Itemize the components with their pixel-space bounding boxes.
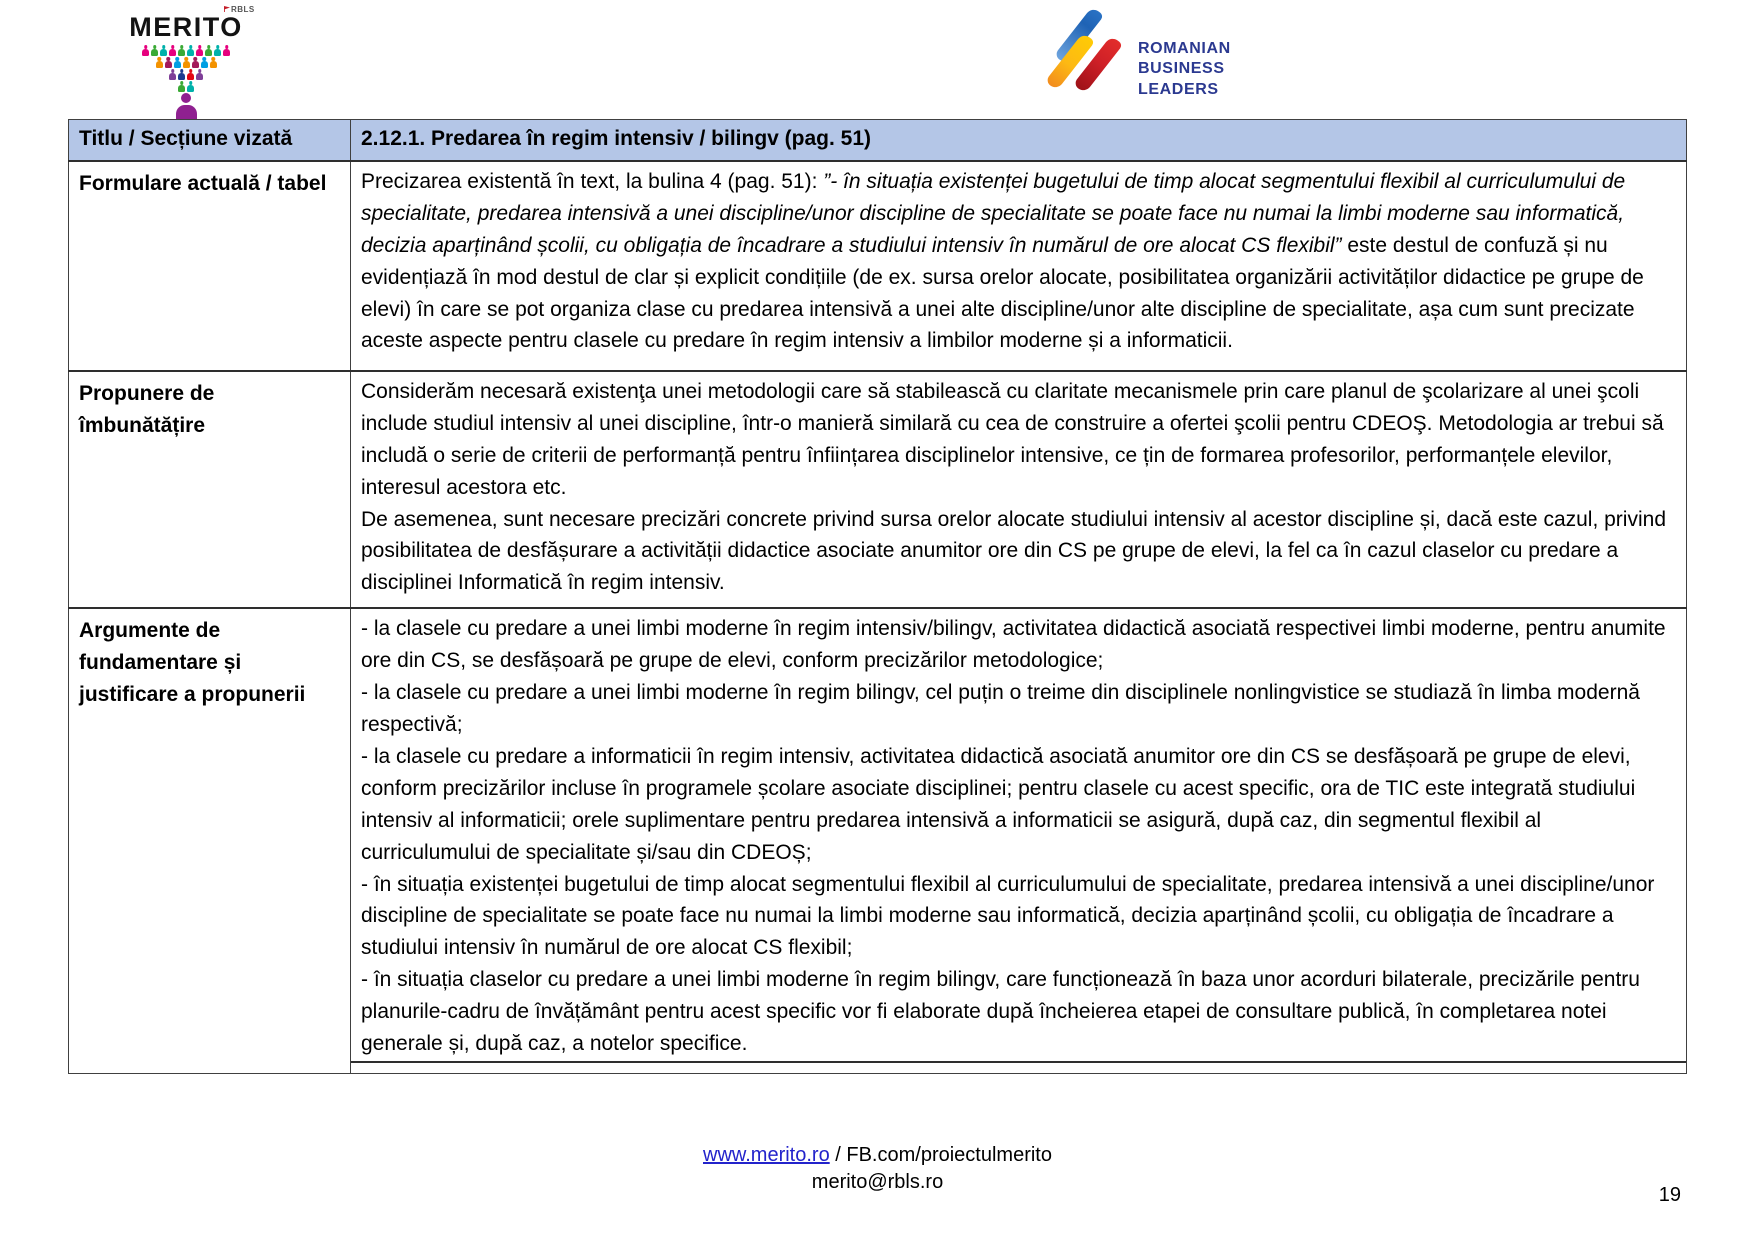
rbls-mini-mark xyxy=(224,5,255,14)
person-icon xyxy=(183,57,190,68)
person-icon xyxy=(151,45,158,56)
table-header-row xyxy=(69,120,1687,161)
person-icon xyxy=(169,69,176,80)
merito-wordmark: MERITO xyxy=(129,12,243,42)
person-icon xyxy=(178,69,185,80)
row-content-cell xyxy=(351,608,1687,1074)
person-icon xyxy=(160,45,167,56)
footer xyxy=(68,1142,1687,1196)
person-icon xyxy=(201,57,208,68)
person-icon xyxy=(178,81,185,92)
paragraph: - în situația claselor cu predare a unei limbi moderne în regim bilingv, care funcționează în baza unor acorduri bilaterale, precizările pentru planurile-cadru de învățământ pentru acest specific vor fi elaborate după încheierea etapei de consultare publică, în completarea notei generale și, după caz, a notelor specifice. xyxy=(361,968,1640,1056)
paragraph: Considerăm necesară existenţa unei metodologii care să stabilească cu claritate mecanismele prin care planul de şcolarizare al unei şcoli include studiul intensiv al unei discipline, într-o manieră similară cu cea de construire a ofertei şcolii pentru CDEOŞ. Metodologia ar trebui să includă o serie de criterii de performanță pentru înființarea disciplinelor intensive, ce țin de formarea profesorilor, performanțele elevilor, interesul acestora etc. xyxy=(361,379,1664,499)
paragraph: - la clasele cu predare a informaticii în regim intensiv, activitatea didactică asociată anumitor ore din CS se desfășoară pe grupe de elevi, conform precizărilor incluse în programele școlare asociate disciplinei; pentru clasele cu acest specific, ora de TIC este integrată studiului intensiv al informaticii; orele suplimentare pentru predarea intensivă a informaticii se asigură, după caz, din segmentul flexibil al curriculumului de specialitate și/sau din CDEOȘ; xyxy=(361,744,1636,864)
footer-facebook-text: / FB.com/proiectulmerito xyxy=(829,1144,1052,1166)
bottom-rule xyxy=(351,1061,1686,1063)
person-icon xyxy=(165,57,172,68)
person-icon xyxy=(169,45,176,56)
paragraph xyxy=(361,166,1674,357)
text-intro: Precizarea existentă în text, la bulina 4 (pag. 51): xyxy=(361,169,824,193)
rbl-logo-text xyxy=(1138,39,1231,100)
paragraph: - la clasele cu predare a unei limbi moderne în regim intensiv/bilingv, activitatea didactică asociată respectivei limbi moderne, pentru anumite ore din CS, se desfășoară pe grupe de elevi, conform precizărilor metodologice; xyxy=(361,617,1666,673)
row-label: Formulare actuală / tabel xyxy=(69,161,351,371)
quoted-regulation-text: ”- în situația existenței bugetului de timp alocat segmentului flexibil al curriculumului de specialitate, predarea intensivă a unei discipline/unor discipline de specialitate se poate face nu numai la limbi moderne sau informatică, decizia aparținând școlii, cu obligația de încadrare a studiului intensiv în numărul de ore alocat CS flexibil” xyxy=(361,169,1626,257)
paragraph: - la clasele cu predare a unei limbi moderne în regim bilingv, cel puțin o treime din disciplinele nonlingvistice se studiază în limba modernă respectivă; xyxy=(361,681,1640,736)
text-commentary: este destul de confuză și nu evidențiază în mod destul de clar și explicit condițiile (de ex. sursa orelor alocate, posibilitatea organizării activităților didactice pe grupe de elevi) în care se pot organiza clase cu predarea intensivă a unei alte discipline/unor alte discipline de specialitate, așa cum sunt precizate aceste aspecte pentru clasele cu predare în regim intensiv a limbilor moderne și a informaticii. xyxy=(361,233,1644,353)
person-icon xyxy=(210,57,217,68)
merito-logo xyxy=(116,5,256,126)
table-row-formulare-actuala xyxy=(69,161,1687,371)
merito-people-pyramid xyxy=(116,45,256,92)
person-icon xyxy=(192,57,199,68)
row-label: Argumente de fundamentare și justificare a propunerii xyxy=(69,608,351,1074)
table-row-argumente xyxy=(69,608,1687,1074)
paragraph: - în situația existenței bugetului de timp alocat segmentului flexibil al curriculumului de specialitate, predarea intensivă a unei discipline/unor discipline de specialitate se poate face nu numai la limbi moderne sau informatică, decizia aparținând școlii, cu obligația de încadrare a studiului intensiv în numărul de ore alocat CS flexibil; xyxy=(361,872,1655,960)
rbl-text-line: ROMANIAN xyxy=(1138,40,1231,57)
person-icon xyxy=(196,69,203,80)
row-label: Propunere de îmbunătățire xyxy=(69,371,351,608)
header-label-cell: Titlu / Secțiune vizată xyxy=(69,120,351,161)
person-icon xyxy=(223,45,230,56)
person-icon xyxy=(174,57,181,68)
row-content-cell xyxy=(351,371,1687,608)
person-icon xyxy=(196,45,203,56)
footer-email: merito@rbls.ro xyxy=(811,1171,944,1193)
merito-website-link[interactable]: www.merito.ro xyxy=(703,1144,830,1166)
header-title-cell: 2.12.1. Predarea în regim intensiv / bilingv (pag. 51) xyxy=(351,120,1687,161)
person-icon xyxy=(142,45,149,56)
page-number: 19 xyxy=(1658,1184,1681,1206)
footer-links-line xyxy=(68,1142,1687,1169)
person-icon xyxy=(187,45,194,56)
person-icon xyxy=(187,69,194,80)
person-icon xyxy=(156,57,163,68)
person-icon xyxy=(178,45,185,56)
person-icon xyxy=(187,81,194,92)
paragraph: De asemenea, sunt necesare precizări concrete privind sursa orelor alocate studiului intensiv al acestor discipline și, dacă este cazul, privind posibilitatea de desfășurare a activității didactice asociate anumitor ore din CS pe grupe de elevi, la fel ca în cazul claselor cu predare a disciplinei Informatică în regim intensiv. xyxy=(361,507,1666,595)
rbl-text-line: LEADERS xyxy=(1138,80,1219,98)
row-content-cell xyxy=(351,161,1687,371)
proposal-table xyxy=(68,119,1687,1074)
rbl-text-line: BUSINESS xyxy=(1138,60,1225,78)
table-row-propunere xyxy=(69,371,1687,608)
rbls-mini-label: RBLS xyxy=(230,5,255,14)
person-icon xyxy=(214,45,221,56)
rbl-ribbons-icon xyxy=(1038,8,1130,100)
person-icon xyxy=(205,45,212,56)
flag-icon xyxy=(224,6,230,12)
rbl-logo xyxy=(1038,8,1231,100)
